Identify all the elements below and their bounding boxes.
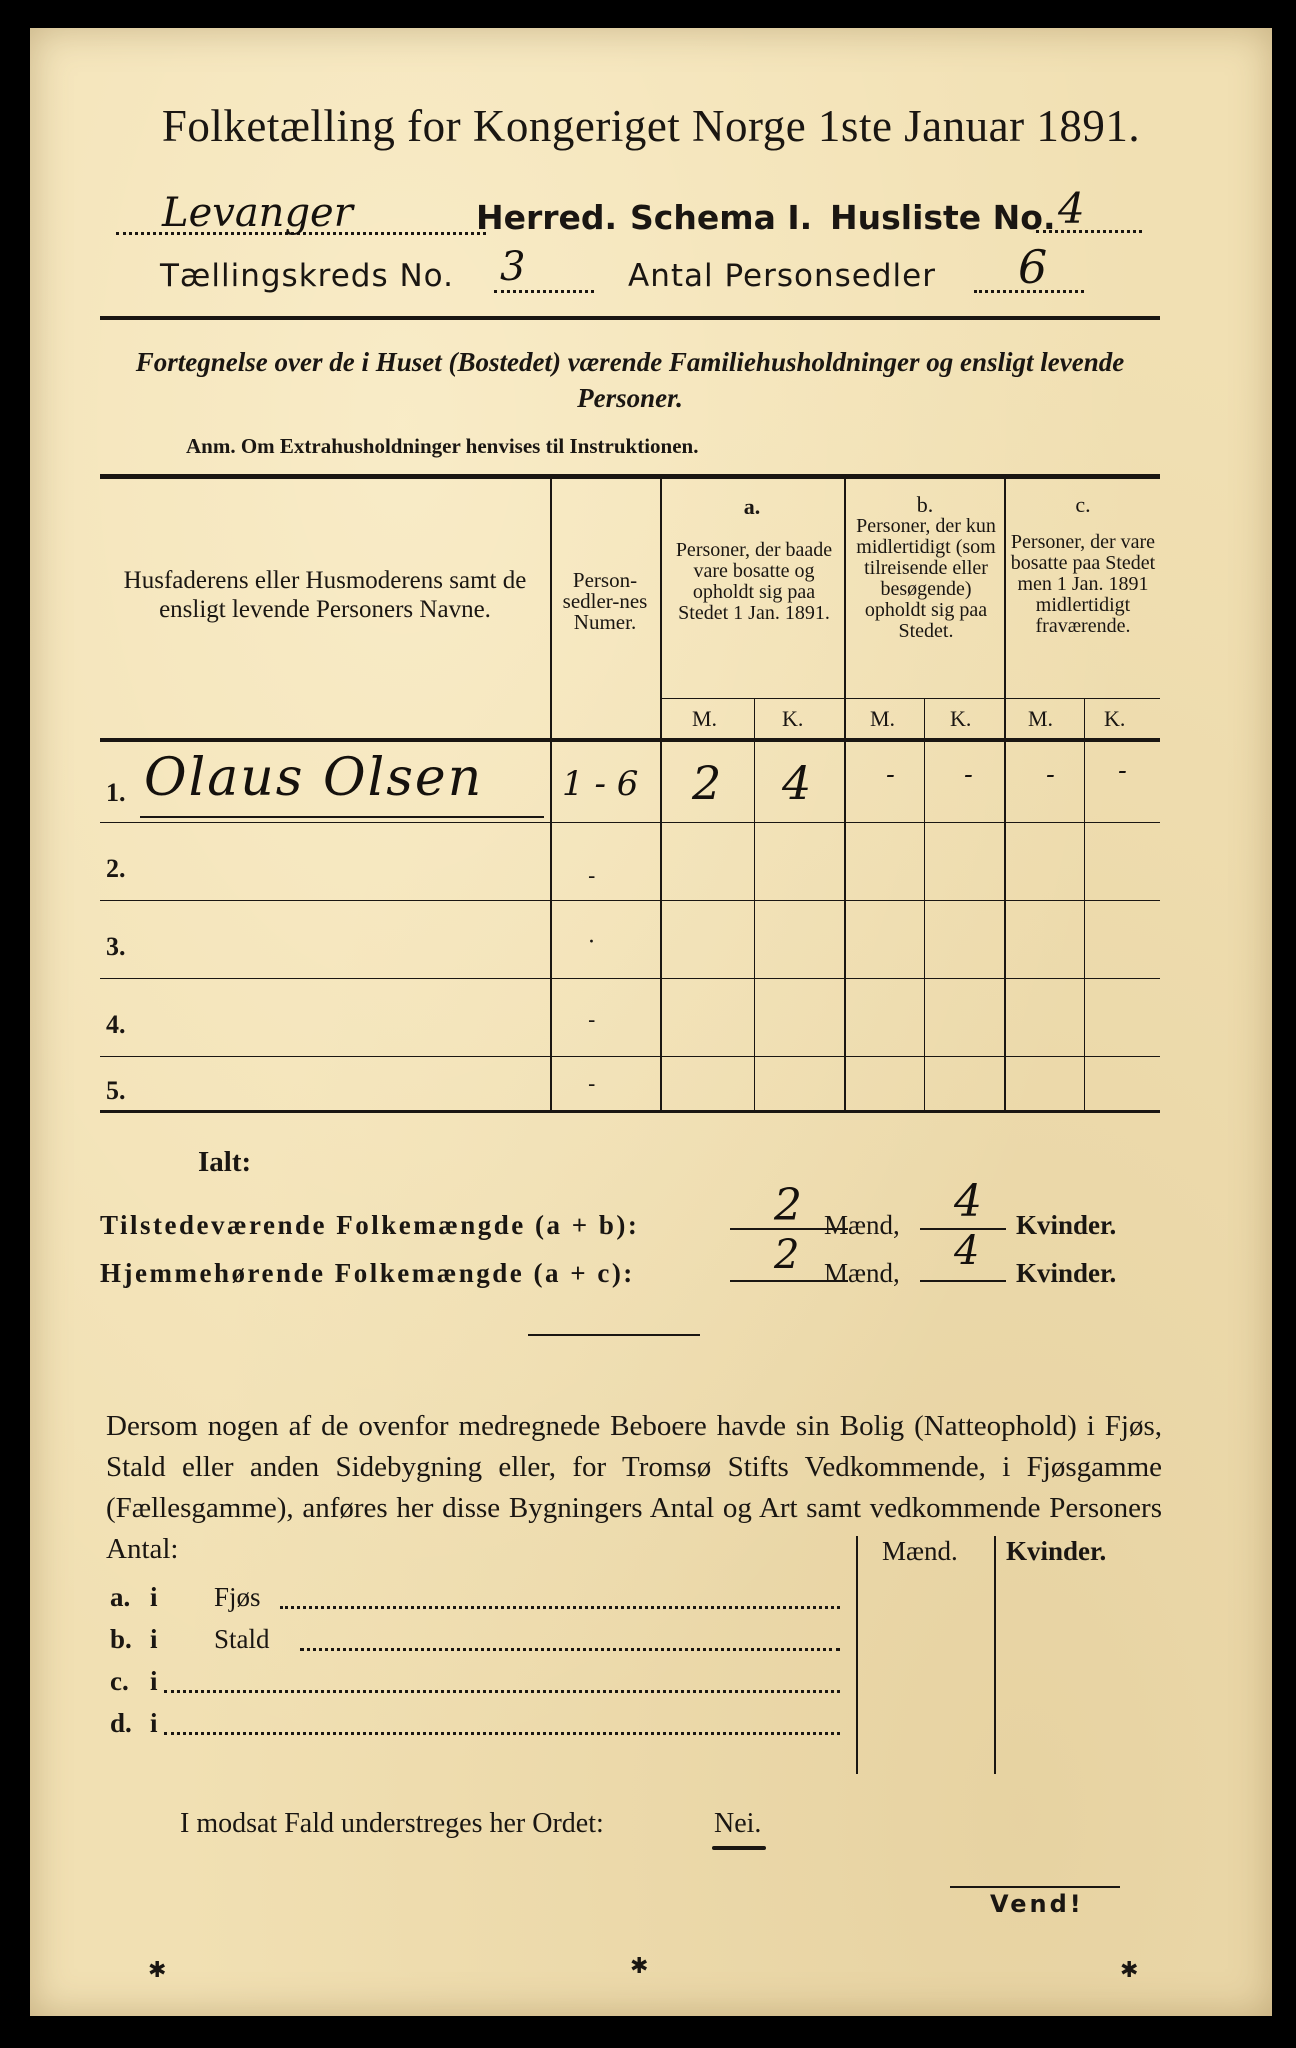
maend-col-header: Mænd. (882, 1536, 958, 1566)
table-row (100, 900, 1160, 978)
col-header-a: Personer, der baade vare bosatte og opholdt sig paa Stedet 1 Jan. 1891. (675, 539, 833, 624)
item-prep: i (150, 1708, 158, 1738)
row-dot: · (588, 930, 595, 955)
row-number: 4. (106, 1010, 126, 1039)
table-row (100, 1056, 1160, 1110)
row-name: Olaus Olsen (144, 748, 484, 808)
mk-rule (660, 698, 1160, 699)
binding-mark: ✱ (148, 1958, 167, 1983)
col-c-k: K. (1104, 706, 1126, 731)
col-header-c: Personer, der vare bosatte paa Stedet men 1 Jan. 1891 midlertidigt fraværende. (1010, 531, 1156, 637)
herred-field (116, 190, 496, 242)
bygning-item-b (110, 1624, 840, 1660)
taellingskreds-dotted-line (494, 290, 594, 293)
kvinder-col-header: Kvinder. (1006, 1536, 1107, 1566)
col-header-b: Personer, der kun midlertidigt (som tilreisende eller besøgende) opholdt sig paa Stedet. (856, 515, 996, 642)
row-number: 5. (106, 1076, 126, 1105)
item-prep: i (150, 1582, 158, 1612)
husliste-field (1036, 184, 1146, 236)
nei-word: Nei. (714, 1808, 762, 1839)
herred-value: Levanger (162, 190, 353, 236)
fortegnelse-heading: Fortegnelse over de i Huset (Bostedet) værende Familiehusholdninger og ensligt levende Personer. (135, 347, 1125, 413)
taellingskreds-value: 3 (500, 244, 526, 290)
item-letter: a. (110, 1582, 131, 1612)
row-number: 3. (106, 932, 126, 961)
row-dash: - (588, 864, 596, 889)
husliste-dotted-line (1036, 230, 1142, 233)
dotted-fill (280, 1606, 840, 1609)
antal-field (974, 240, 1094, 296)
item-prep: i (150, 1666, 158, 1696)
row-a-k: 4 (782, 756, 812, 810)
tilstede-kvinder-field (920, 1176, 1010, 1230)
item-letter: c. (110, 1666, 129, 1696)
maend-label: Mænd, (824, 1210, 900, 1240)
table-row (100, 742, 1160, 822)
kvinder-label: Kvinder. (1016, 1210, 1117, 1240)
bygning-item-a (110, 1582, 840, 1618)
husliste-value: 4 (1058, 184, 1085, 233)
row-dash: - (588, 1008, 596, 1033)
nei-underline (712, 1846, 766, 1850)
col-a-m: M. (692, 706, 718, 731)
row-c-m: - (1046, 760, 1055, 790)
table-row (100, 978, 1160, 1056)
row-number: 2. (106, 854, 126, 883)
antal-label: Antal Personsedler (628, 258, 936, 294)
maend-col-rule (856, 1536, 858, 1774)
row-b-k: - (964, 760, 973, 790)
col-header-a-letter: a. (743, 494, 761, 519)
table-bottom-rule (100, 1110, 1160, 1113)
hjemme-kvinder-field (920, 1228, 1010, 1282)
item-label: Stald (214, 1624, 270, 1654)
row-c-k: - (1118, 756, 1127, 786)
tilstede-maend-value: 2 (774, 1180, 802, 1231)
ialt-label: Ialt: (198, 1146, 252, 1178)
item-letter: d. (110, 1708, 132, 1738)
dotted-fill (164, 1732, 840, 1735)
vend-label: Vend! (990, 1890, 1084, 1918)
tilstede-label: Tilstedeværende Folkemængde (a + b): (100, 1210, 640, 1240)
maend-label: Mænd, (824, 1258, 900, 1288)
form-title: Folketælling for Kongeriget Norge 1ste Januar 1891. (161, 101, 1141, 151)
col-header-b-letter: b. (916, 492, 934, 517)
tilstede-kvinder-value: 4 (954, 1176, 982, 1227)
modsat-text: I modsat Fald understreges her Ordet: (180, 1808, 604, 1839)
col-b-k: K. (950, 706, 972, 731)
kvinder-col-rule (994, 1536, 996, 1774)
section-divider (528, 1334, 700, 1336)
herred-label: Herred. (476, 198, 618, 237)
col-a-k: K. (782, 706, 804, 731)
col-c-m: M. (1028, 706, 1054, 731)
row-a-m: 2 (692, 756, 722, 810)
census-form-page (30, 28, 1272, 2016)
blank-line (920, 1280, 1006, 1282)
binding-mark: ✱ (1120, 1958, 1139, 1983)
bygning-item-d (110, 1708, 840, 1744)
row-number: 1. (106, 778, 126, 807)
item-label: Fjøs (214, 1582, 261, 1612)
kvinder-label: Kvinder. (1016, 1258, 1117, 1288)
taellingskreds-label: Tællingskreds No. (160, 258, 454, 294)
hjemme-maend-value: 2 (774, 1232, 800, 1278)
bygning-paragraph: Dersom nogen af de ovenfor medregnede Beboere havde sin Bolig (Natteophold) i Fjøs, Stald eller anden Sidebygning eller, for Tromsø Stifts Vedkommende, i Fjøsgamme (Fællesgamme), anføres her disse Bygningers Antal og Art samt vedkommende Personers Antal: (106, 1410, 1162, 1565)
schema-label: Schema I. (630, 198, 813, 237)
row-b-m: - (886, 760, 895, 790)
bygning-item-c (110, 1666, 840, 1702)
taellingskreds-field (494, 244, 604, 296)
header-rule (100, 316, 1160, 320)
item-letter: b. (110, 1624, 132, 1654)
item-prep: i (150, 1624, 158, 1654)
anm-text: Om Extrahusholdninger henvises til Instruktionen. (240, 434, 699, 458)
col-header-c-letter: c. (1075, 492, 1091, 517)
binding-mark: ✱ (630, 1954, 649, 1979)
hjemme-label: Hjemmehørende Folkemængde (a + c): (100, 1258, 635, 1288)
col-header-name: Husfaderens eller Husmoderens samt de ensligt levende Personers Navne. (123, 567, 527, 623)
table-row (100, 822, 1160, 900)
anm-label: Anm. (186, 434, 236, 458)
row-nummer: 1 - 6 (562, 764, 639, 804)
table-top-rule (100, 474, 1160, 479)
dotted-fill (164, 1690, 840, 1693)
dotted-fill (300, 1648, 840, 1651)
row-dash: - (588, 1072, 596, 1097)
col-b-m: M. (870, 706, 896, 731)
col-header-nummer: Person-sedler-nes Numer. (562, 568, 648, 634)
antal-value: 6 (1018, 240, 1048, 294)
vend-rule (950, 1886, 1120, 1888)
hjemme-kvinder-value: 4 (954, 1228, 980, 1274)
household-table (100, 444, 1160, 1144)
husliste-label: Husliste No. (830, 198, 1056, 237)
name-underline (140, 816, 544, 818)
